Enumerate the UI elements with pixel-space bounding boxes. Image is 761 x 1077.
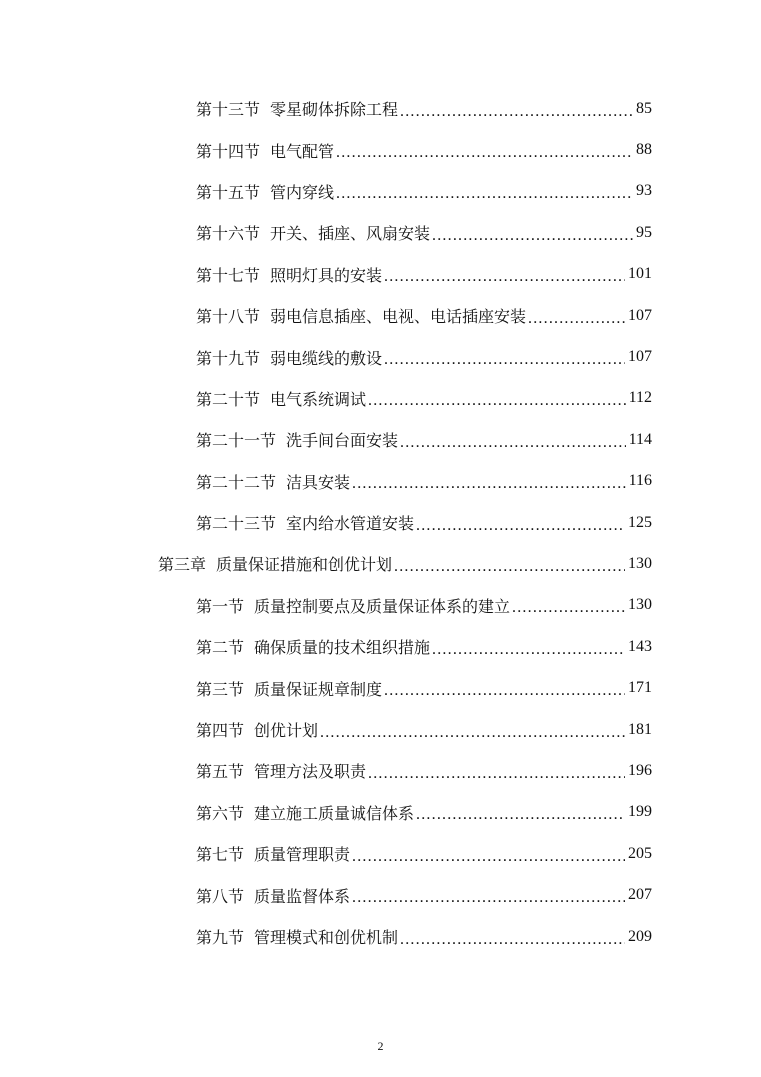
dot-leader — [384, 682, 625, 700]
toc-entry-page: 130 — [628, 554, 652, 572]
toc-entry-title: 创优计划 — [254, 721, 319, 741]
page-number: 2 — [377, 1039, 384, 1053]
toc-entry-page: 171 — [628, 679, 652, 697]
toc-entry-label: 第二十二节 — [196, 472, 277, 492]
toc-entry-page: 207 — [628, 886, 652, 904]
toc-entry-title: 照明灯具的安装 — [270, 265, 383, 285]
toc-entry-label: 第二十一节 — [196, 431, 277, 451]
toc-entry-title: 弱电缆线的敷设 — [270, 348, 383, 368]
toc-entry-title: 零星砌体拆除工程 — [270, 100, 399, 120]
toc-entry[interactable] — [0, 667, 652, 708]
toc-entry-label: 第四节 — [196, 721, 245, 741]
toc-entry-page: 85 — [636, 99, 652, 117]
toc-entry-title: 室内给水管道安装 — [286, 514, 415, 534]
dot-leader — [400, 103, 633, 121]
toc-entry-label: 第十五节 — [196, 182, 261, 202]
toc-entry[interactable] — [0, 212, 652, 253]
toc-entry-page: 196 — [628, 761, 652, 779]
dot-leader — [384, 268, 625, 286]
dot-leader — [416, 517, 625, 535]
toc-entry-title: 确保质量的技术组织措施 — [254, 638, 431, 658]
dot-leader — [528, 310, 625, 328]
dot-leader — [512, 599, 625, 617]
toc-entry[interactable] — [0, 709, 652, 750]
toc-entry-page: 125 — [628, 513, 652, 531]
toc-entry-page: 116 — [628, 472, 652, 490]
toc-entry-label: 第七节 — [196, 845, 245, 865]
toc-entry[interactable] — [0, 585, 652, 626]
dot-leader — [432, 641, 625, 659]
toc-entry-label: 第十四节 — [196, 141, 261, 161]
toc-entry-label: 第六节 — [196, 803, 245, 823]
dot-leader — [368, 765, 625, 783]
toc-entry-label: 第二节 — [196, 638, 245, 658]
toc-entry-title: 管内穿线 — [270, 182, 335, 202]
toc-entry-title: 质量保证措施和创优计划 — [216, 555, 393, 575]
toc-entry-label: 第二十节 — [196, 389, 261, 409]
toc-entry-label: 第十三节 — [196, 100, 261, 120]
toc-entry-label: 第十七节 — [196, 265, 261, 285]
toc-entry[interactable] — [0, 916, 652, 957]
toc-entry-page: 205 — [628, 844, 652, 862]
toc-entry[interactable] — [0, 502, 652, 543]
dot-leader — [336, 144, 633, 162]
dot-leader — [352, 889, 625, 907]
toc-entry-page: 114 — [628, 430, 652, 448]
toc-entry-page: 93 — [636, 182, 652, 200]
toc-entry[interactable] — [0, 874, 652, 915]
toc-entry-page: 199 — [628, 803, 652, 821]
dot-leader — [368, 392, 626, 410]
toc-entry-title: 洁具安装 — [286, 472, 351, 492]
toc-chapter-entry[interactable] — [0, 543, 652, 584]
toc-entry-label: 第十九节 — [196, 348, 261, 368]
toc-entry-title: 管理模式和创优机制 — [254, 928, 399, 947]
toc-entry-label: 第三章 — [158, 555, 207, 575]
toc-entry-title: 质量监督体系 — [254, 886, 351, 906]
toc-entry-title: 洗手间台面安装 — [286, 431, 399, 451]
toc-entry-label: 第一节 — [196, 596, 245, 616]
dot-leader — [400, 931, 625, 949]
toc-entry-title: 质量保证规章制度 — [254, 679, 383, 699]
toc-entry-page: 107 — [628, 348, 652, 366]
toc-entry[interactable] — [0, 792, 652, 833]
toc-entry-label: 第九节 — [196, 928, 245, 947]
toc-entry-title: 建立施工质量诚信体系 — [254, 803, 415, 823]
dot-leader — [400, 434, 626, 452]
dot-leader — [432, 227, 633, 245]
dot-leader — [416, 806, 625, 824]
toc-entry-page: 88 — [636, 141, 652, 159]
toc-entry-page: 209 — [628, 927, 652, 945]
toc-entry-label: 第二十三节 — [196, 514, 277, 534]
toc-entry[interactable] — [0, 750, 652, 791]
toc-entry-label: 第八节 — [196, 886, 245, 906]
toc-entry-title: 电气系统调试 — [270, 389, 367, 409]
toc-entry-title: 质量管理职责 — [254, 845, 351, 865]
toc-entry[interactable] — [0, 336, 652, 377]
toc-entry[interactable] — [0, 295, 652, 336]
dot-leader — [352, 848, 625, 866]
toc-entry[interactable] — [0, 129, 652, 170]
dot-leader — [352, 475, 626, 493]
toc-entry-label: 第十六节 — [196, 224, 261, 244]
toc-entry[interactable] — [0, 626, 652, 667]
toc-entry-page: 101 — [628, 265, 652, 283]
toc-entry[interactable] — [0, 461, 652, 502]
toc-entry-page: 181 — [628, 720, 652, 738]
table-of-contents — [0, 88, 761, 957]
toc-entry-title: 管理方法及职责 — [254, 762, 367, 782]
toc-entry[interactable] — [0, 254, 652, 295]
dot-leader — [394, 558, 625, 576]
toc-entry-title: 质量控制要点及质量保证体系的建立 — [254, 596, 511, 616]
toc-entry-label: 第五节 — [196, 762, 245, 782]
toc-entry[interactable] — [0, 378, 652, 419]
dot-leader — [336, 185, 633, 203]
toc-entry-title: 电气配管 — [270, 141, 335, 161]
toc-entry-page: 143 — [628, 637, 652, 655]
toc-entry-page: 95 — [636, 223, 652, 241]
toc-entry[interactable] — [0, 88, 652, 129]
toc-entry-page: 107 — [628, 306, 652, 324]
toc-entry-page: 112 — [628, 389, 652, 407]
toc-entry-title: 弱电信息插座、电视、电话插座安装 — [270, 307, 527, 327]
toc-entry[interactable] — [0, 171, 652, 212]
toc-entry[interactable] — [0, 419, 652, 460]
toc-entry-label: 第十八节 — [196, 307, 261, 327]
dot-leader — [320, 724, 625, 742]
toc-entry[interactable] — [0, 833, 652, 874]
dot-leader — [384, 351, 625, 369]
toc-entry-title: 开关、插座、风扇安装 — [270, 224, 431, 244]
toc-entry-page: 130 — [628, 596, 652, 614]
toc-entry-label: 第三节 — [196, 679, 245, 699]
